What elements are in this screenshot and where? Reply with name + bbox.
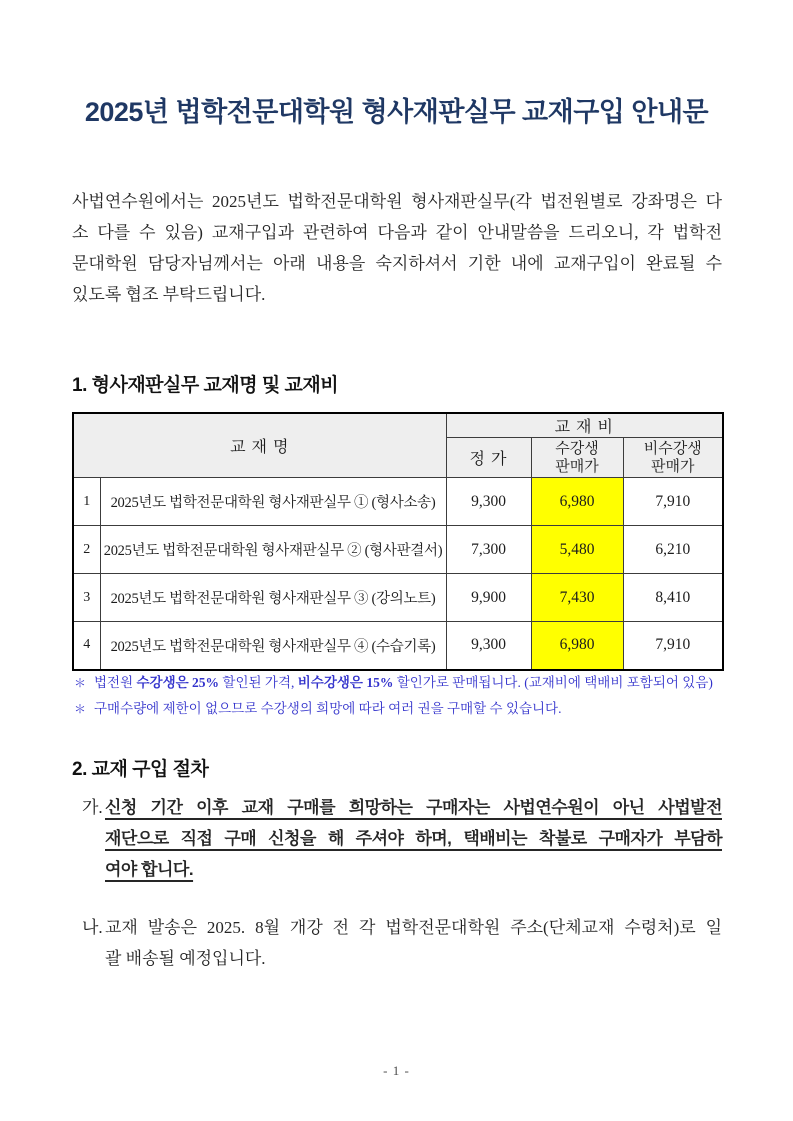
header-nonstudent-line2: 판매가 bbox=[651, 458, 695, 475]
page-title: 2025년 법학전문대학원 형사재판실무 교재구입 안내문 bbox=[84, 97, 709, 127]
student-price-cell: 5,480 bbox=[531, 526, 623, 574]
item-label: 가. bbox=[82, 798, 103, 817]
nonstudent-price-cell: 7,910 bbox=[623, 478, 723, 526]
item-line: 신청 기간 이후 교재 구매를 희망하는 구매자는 사법연수원이 아닌 사법발전 bbox=[105, 798, 722, 817]
list-price-cell: 9,900 bbox=[446, 574, 531, 622]
row-number-cell: 3 bbox=[73, 574, 100, 622]
table-row bbox=[73, 526, 723, 574]
list-price-cell: 7,300 bbox=[446, 526, 531, 574]
table-row bbox=[73, 478, 723, 526]
table-header-row-1 bbox=[73, 413, 723, 438]
row-number-cell: 2 bbox=[73, 526, 100, 574]
textbook-name-cell: 2025년도 법학전문대학원 형사재판실무 ③ (강의노트) bbox=[100, 574, 446, 622]
note-text: 구매수량에 제한이 없으므로 수강생의 희망에 따라 여러 권을 구매할 수 있습니다. bbox=[94, 701, 562, 716]
row-number-cell: 1 bbox=[73, 478, 100, 526]
intro-line: 문대학원 담당자님께서는 아래 내용을 숙지하셔서 기한 내에 교재구입이 완료될 수 bbox=[72, 254, 722, 273]
item-label: 나. bbox=[82, 918, 103, 937]
textbook-name-cell: 2025년도 법학전문대학원 형사재판실무 ② (형사판결서) bbox=[100, 526, 446, 574]
header-student-price-cell bbox=[531, 438, 623, 478]
intro-line: 소 다를 수 있음) 교재구입과 관련하여 다음과 같이 안내말씀을 드리오니, 각 법학전 bbox=[72, 223, 722, 242]
textbook-name-cell: 2025년도 법학전문대학원 형사재판실무 ① (형사소송) bbox=[100, 478, 446, 526]
note-bold-segment: 비수강생은 15% bbox=[297, 675, 394, 690]
nonstudent-price-cell: 8,410 bbox=[623, 574, 723, 622]
textbook-name-cell: 2025년도 법학전문대학원 형사재판실무 ④ (수습기록) bbox=[100, 622, 446, 670]
note-segment: 할인가로 판매됩니다. (교재비에 택배비 포함되어 있음) bbox=[393, 675, 713, 690]
section1-heading: 1. 형사재판실무 교재명 및 교재비 bbox=[72, 375, 339, 396]
student-price-cell: 7,430 bbox=[531, 574, 623, 622]
header-list-price-cell: 정 가 bbox=[446, 438, 531, 478]
item-line: 괄 배송될 예정입니다. bbox=[105, 949, 266, 968]
note-bold-segment: 수강생은 25% bbox=[136, 675, 220, 690]
section2-heading: 2. 교재 구입 절차 bbox=[72, 759, 209, 780]
intro-paragraph bbox=[72, 186, 722, 310]
intro-line: 사법연수원에서는 2025년도 법학전문대학원 형사재판실무(각 법전원별로 강좌명은 다 bbox=[72, 192, 722, 211]
header-nonstudent-price-cell bbox=[623, 438, 723, 478]
student-price-cell: 6,980 bbox=[531, 622, 623, 670]
item-line: 재단으로 직접 구매 신청을 해 주셔야 하며, 택배비는 착불로 구매자가 부담하 bbox=[105, 829, 722, 848]
note-line bbox=[74, 696, 722, 722]
item-text bbox=[105, 792, 722, 885]
note-bullet: ＊ bbox=[74, 676, 87, 690]
header-student-line2: 판매가 bbox=[555, 458, 599, 475]
header-student-line1: 수강생 bbox=[555, 440, 599, 457]
list-price-cell: 9,300 bbox=[446, 622, 531, 670]
nonstudent-price-cell: 7,910 bbox=[623, 622, 723, 670]
header-price-group-cell: 교 재 비 bbox=[446, 413, 723, 438]
header-name-cell: 교 재 명 bbox=[73, 413, 446, 478]
table-row bbox=[73, 622, 723, 670]
table-row bbox=[73, 574, 723, 622]
item-line: 여야 합니다. bbox=[105, 860, 194, 879]
nonstudent-price-cell: 6,210 bbox=[623, 526, 723, 574]
note-bullet: ＊ bbox=[74, 702, 87, 716]
header-nonstudent-line1: 비수강생 bbox=[643, 440, 702, 457]
item-line: 교재 발송은 2025. 8월 개강 전 각 법학전문대학원 주소(단체교재 수령처)로 일 bbox=[105, 918, 722, 937]
procedure-item-ga bbox=[82, 792, 722, 885]
note-text bbox=[94, 670, 713, 696]
note-segment: 할인된 가격, bbox=[219, 675, 298, 690]
price-notes bbox=[74, 670, 722, 722]
note-segment: 법전원 bbox=[94, 675, 137, 690]
page-number: - 1 - bbox=[383, 1063, 410, 1078]
row-number-cell: 4 bbox=[73, 622, 100, 670]
textbook-price-table bbox=[72, 412, 724, 671]
item-text bbox=[105, 912, 722, 974]
list-price-cell: 9,300 bbox=[446, 478, 531, 526]
procedure-item-na bbox=[82, 912, 722, 974]
intro-line: 있도록 협조 부탁드립니다. bbox=[72, 285, 266, 304]
note-line bbox=[74, 670, 722, 696]
student-price-cell: 6,980 bbox=[531, 478, 623, 526]
